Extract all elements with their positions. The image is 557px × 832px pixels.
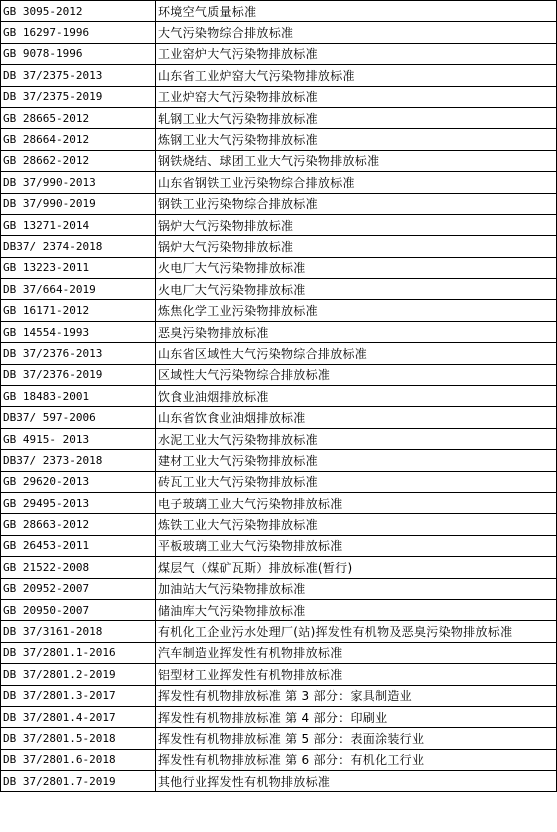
standard-name: 砖瓦工业大气污染物排放标准 — [158, 475, 318, 490]
standard-code: GB 13223-2011 — [1, 258, 156, 278]
standard-code: GB 3095-2012 — [1, 1, 156, 21]
table-row — [1, 65, 556, 86]
table-row — [1, 365, 556, 386]
standard-code: DB 37/2801.2-2019 — [1, 664, 156, 684]
standard-name: 加油站大气污染物排放标准 — [158, 582, 306, 597]
table-row — [1, 536, 556, 557]
table-row — [1, 300, 556, 321]
standard-code: DB37/ 2373-2018 — [1, 450, 156, 470]
table-row — [1, 322, 556, 343]
table-row — [1, 236, 556, 257]
standard-name: 电子玻璃工业大气污染物排放标准 — [158, 496, 343, 511]
table-row — [1, 493, 556, 514]
standard-name: 平板玻璃工业大气污染物排放标准 — [158, 539, 343, 554]
table-row — [1, 707, 556, 728]
standard-code: DB37/ 2374-2018 — [1, 236, 156, 256]
standard-code: DB 37/2801.5-2018 — [1, 728, 156, 748]
table-row — [1, 151, 556, 172]
table-row — [1, 108, 556, 129]
standard-code: DB 37/2376-2019 — [1, 365, 156, 385]
table-row — [1, 386, 556, 407]
table-row — [1, 44, 556, 65]
standard-name: 饮食业油烟排放标准 — [158, 389, 269, 404]
standard-name: 山东省饮食业油烟排放标准 — [158, 411, 306, 426]
table-row — [1, 87, 556, 108]
standard-name: 山东省区域性大气污染物综合排放标准 — [158, 346, 368, 361]
standard-code: DB 37/2801.4-2017 — [1, 707, 156, 727]
standard-name: 挥发性有机物排放标准 第 4 部分：印刷业 — [158, 710, 388, 725]
table-row — [1, 600, 556, 621]
table-row — [1, 579, 556, 600]
table-row — [1, 343, 556, 364]
table-row — [1, 450, 556, 471]
standard-code: GB 9078-1996 — [1, 44, 156, 64]
standard-code: DB 37/990-2013 — [1, 172, 156, 192]
table-row — [1, 750, 556, 771]
standard-code: GB 4915- 2013 — [1, 429, 156, 449]
standard-code: DB 37/2375-2013 — [1, 65, 156, 85]
table-row — [1, 172, 556, 193]
standard-code: GB 29495-2013 — [1, 493, 156, 513]
table-row — [1, 643, 556, 664]
standard-code: DB 37/2375-2019 — [1, 87, 156, 107]
standard-code: GB 13271-2014 — [1, 215, 156, 235]
standard-name: 其他行业挥发性有机物排放标准 — [158, 774, 331, 789]
standard-name: 恶臭污染物排放标准 — [158, 325, 269, 340]
standard-name: 煤层气（煤矿瓦斯）排放标准(暂行) — [158, 560, 353, 575]
standard-name: 铝型材工业挥发性有机物排放标准 — [158, 667, 343, 682]
standard-code: DB 37/3161-2018 — [1, 621, 156, 641]
table-row — [1, 22, 556, 43]
table-row — [1, 129, 556, 150]
standard-name: 炼焦化学工业污染物排放标准 — [158, 304, 318, 319]
standard-name: 轧钢工业大气污染物排放标准 — [158, 111, 318, 126]
standard-code: DB 37/2376-2013 — [1, 343, 156, 363]
table-row — [1, 621, 556, 642]
standard-name: 工业窑炉大气污染物排放标准 — [158, 47, 318, 62]
standard-code: GB 29620-2013 — [1, 472, 156, 492]
standard-code: GB 28662-2012 — [1, 151, 156, 171]
standard-code: GB 20952-2007 — [1, 579, 156, 599]
standard-name: 区域性大气污染物综合排放标准 — [158, 368, 331, 383]
standard-name: 工业炉窑大气污染物排放标准 — [158, 90, 318, 105]
standard-code: GB 20950-2007 — [1, 600, 156, 620]
standard-code: GB 16297-1996 — [1, 22, 156, 42]
standard-name: 山东省工业炉窑大气污染物排放标准 — [158, 68, 355, 83]
standard-code: GB 21522-2008 — [1, 557, 156, 577]
standard-code: DB 37/2801.1-2016 — [1, 643, 156, 663]
standard-code: DB 37/2801.3-2017 — [1, 686, 156, 706]
table-row — [1, 194, 556, 215]
standard-code: GB 28664-2012 — [1, 129, 156, 149]
table-row — [1, 771, 556, 792]
standard-name: 储油库大气污染物排放标准 — [158, 603, 306, 618]
standard-code: GB 26453-2011 — [1, 536, 156, 556]
table-row — [1, 664, 556, 685]
standard-name: 大气污染物综合排放标准 — [158, 26, 294, 41]
standard-name: 挥发性有机物排放标准 第 6 部分：有机化工行业 — [158, 753, 425, 768]
table-row — [1, 1, 556, 22]
table-row — [1, 514, 556, 535]
standard-code: DB 37/2801.6-2018 — [1, 750, 156, 770]
table-row — [1, 472, 556, 493]
standard-name: 火电厂大气污染物排放标准 — [158, 261, 306, 276]
standard-code: GB 28665-2012 — [1, 108, 156, 128]
standard-name: 钢铁工业污染物综合排放标准 — [158, 197, 318, 212]
standard-code: GB 14554-1993 — [1, 322, 156, 342]
standard-name: 火电厂大气污染物排放标准 — [158, 282, 306, 297]
standard-code: GB 18483-2001 — [1, 386, 156, 406]
standard-name: 挥发性有机物排放标准 第 3 部分：家具制造业 — [158, 689, 412, 704]
standard-name: 水泥工业大气污染物排放标准 — [158, 432, 318, 447]
table-row — [1, 429, 556, 450]
standard-code: DB 37/990-2019 — [1, 194, 156, 214]
standard-name: 有机化工企业污水处理厂(站)挥发性有机物及恶臭污染物排放标准 — [158, 625, 513, 640]
table-row — [1, 215, 556, 236]
standard-name: 锅炉大气污染物排放标准 — [158, 218, 294, 233]
standard-name: 炼铁工业大气污染物排放标准 — [158, 518, 318, 533]
standard-name: 挥发性有机物排放标准 第 5 部分：表面涂装行业 — [158, 731, 425, 746]
standard-name: 环境空气质量标准 — [158, 4, 257, 19]
standard-name: 炼钢工业大气污染物排放标准 — [158, 133, 318, 148]
table-row — [1, 407, 556, 428]
standard-name: 汽车制造业挥发性有机物排放标准 — [158, 646, 343, 661]
standard-code: DB 37/2801.7-2019 — [1, 771, 156, 791]
table-row — [1, 557, 556, 578]
standard-name: 锅炉大气污染物排放标准 — [158, 239, 294, 254]
standard-name: 山东省钢铁工业污染物综合排放标准 — [158, 175, 355, 190]
standard-name: 建材工业大气污染物排放标准 — [158, 453, 318, 468]
standard-code: DB 37/664-2019 — [1, 279, 156, 299]
standard-code: GB 16171-2012 — [1, 300, 156, 320]
table-row — [1, 728, 556, 749]
table-row — [1, 686, 556, 707]
standard-code: DB37/ 597-2006 — [1, 407, 156, 427]
table-row — [1, 279, 556, 300]
standard-name: 钢铁烧结、球团工业大气污染物排放标准 — [158, 154, 380, 169]
table-row — [1, 258, 556, 279]
standard-code: GB 28663-2012 — [1, 514, 156, 534]
